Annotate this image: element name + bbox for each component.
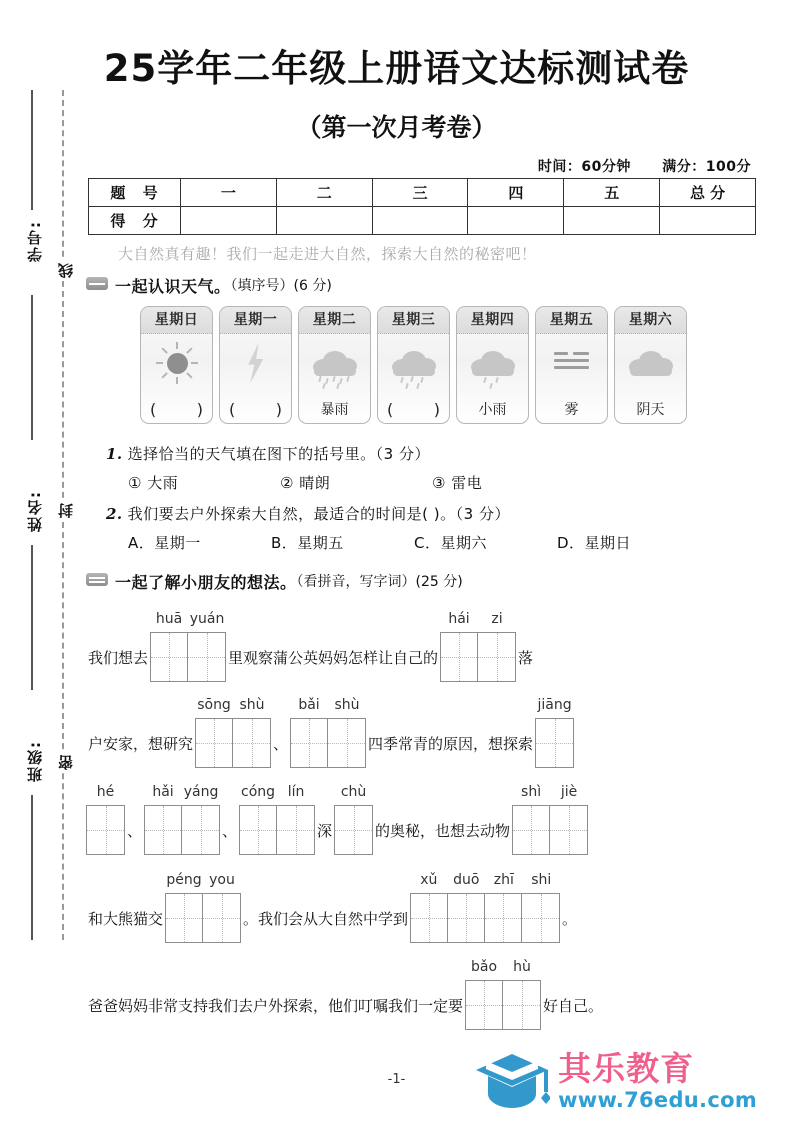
weather-answer-0[interactable]: ( ) xyxy=(150,400,203,419)
writing-grid-peng-you[interactable] xyxy=(165,872,241,943)
pinyin-line-1-text-0: 我们想去 xyxy=(88,648,149,667)
pinyin-line-1-text-1: 里观察蒲公英妈妈怎样让自己的 xyxy=(228,648,439,667)
option-1-3[interactable]: ③ 雷电 xyxy=(432,474,483,492)
pinyin-line-4-text-0: 和大熊猫交 xyxy=(88,909,164,928)
score-col-total: 总 分 xyxy=(660,179,756,207)
weather-card-saturday xyxy=(614,306,687,424)
writing-grid-shi-jie[interactable] xyxy=(512,784,588,855)
score-col-3: 三 xyxy=(372,179,468,207)
seal-field-xingming: 姓名: xyxy=(26,490,44,532)
exam-meta xyxy=(512,156,751,176)
page-subtitle: （第一次月考卷） xyxy=(296,113,497,142)
pinyin-line-3 xyxy=(86,784,588,855)
section-marker-one-icon xyxy=(86,277,108,290)
section-2-title: 一起了解小朋友的想法。 xyxy=(115,573,297,592)
weather-card-row xyxy=(140,306,687,424)
fog-icon xyxy=(536,334,607,392)
pinyin-line-2-text-2: 四季常青的原因，想探索 xyxy=(368,734,534,753)
section-1-subtitle: （填序号）(6 分) xyxy=(230,278,332,294)
seal-field-banji: 班级: xyxy=(26,740,44,782)
question-2-number: 2. xyxy=(106,505,123,523)
sun-icon xyxy=(141,334,212,392)
seal-rule-3 xyxy=(31,545,33,690)
table-row-headers xyxy=(89,179,756,207)
pinyin-hint-chu: chù xyxy=(340,784,367,800)
weather-label-2: 暴雨 xyxy=(320,402,349,418)
score-col-5: 五 xyxy=(564,179,660,207)
seal-char-xian: 线 xyxy=(55,260,76,281)
score-cell-5[interactable] xyxy=(564,207,660,235)
weather-label-5: 雾 xyxy=(564,402,579,418)
option-2-A[interactable]: A．星期一 xyxy=(128,534,201,552)
option-2-D[interactable]: D．星期日 xyxy=(557,534,632,552)
lightning-icon xyxy=(220,334,291,392)
writing-grid-hai-yang[interactable] xyxy=(144,784,220,855)
seal-field-xuehao: 学号: xyxy=(26,220,44,262)
score-col-1: 一 xyxy=(181,179,277,207)
weather-day-4: 星期四 xyxy=(457,307,528,334)
section-1-title: 一起认识天气。 xyxy=(115,277,231,296)
option-2-C[interactable]: C．星期六 xyxy=(414,534,487,552)
pinyin-hint-shi-jie: shì jiè xyxy=(521,784,578,800)
pinyin-hint-he: hé xyxy=(96,784,115,800)
section-heading-2 xyxy=(86,570,463,593)
weather-card-friday xyxy=(535,306,608,424)
question-1-number: 1. xyxy=(106,445,123,463)
score-col-4: 四 xyxy=(468,179,564,207)
pinyin-hint-jiang: jiāng xyxy=(537,697,572,713)
weather-card-sunday[interactable] xyxy=(140,306,213,424)
writing-grid-cong-lin[interactable] xyxy=(239,784,315,855)
brand-text xyxy=(558,1048,757,1112)
question-1 xyxy=(106,443,430,464)
question-1-options xyxy=(128,472,482,493)
pinyin-line-2 xyxy=(86,697,574,768)
question-2 xyxy=(106,503,510,524)
writing-grid-song-shu[interactable] xyxy=(195,697,271,768)
pinyin-line-2-text-0: 户安家，想研究 xyxy=(88,734,194,753)
pinyin-line-4-text-2: 。 xyxy=(562,909,578,928)
score-table-label-defen: 得 分 xyxy=(89,207,181,235)
writing-grid-chu[interactable] xyxy=(334,784,373,855)
option-1-1[interactable]: ① 大雨 xyxy=(128,474,179,492)
pinyin-hint-hai-zi: hái zi xyxy=(448,611,503,627)
score-cell-3[interactable] xyxy=(372,207,468,235)
score-cell-1[interactable] xyxy=(181,207,277,235)
writing-grid-hai-zi[interactable] xyxy=(440,611,516,682)
table-row-scores xyxy=(89,207,756,235)
page-number: -1- xyxy=(387,1072,406,1087)
weather-label-4: 小雨 xyxy=(478,402,507,418)
writing-grid-hua-yuan[interactable] xyxy=(150,611,226,682)
seal-sidebar xyxy=(0,90,95,940)
option-1-2[interactable]: ② 晴朗 xyxy=(280,474,331,492)
question-1-text: 选择恰当的天气填在图下的括号里。（3 分） xyxy=(127,445,430,463)
time-label: 时间：60分钟 xyxy=(537,159,631,175)
weather-day-5: 星期五 xyxy=(536,307,607,334)
pinyin-line-3-text-2: 深 xyxy=(317,821,333,840)
intro-text: 大自然真有趣！我们一起走进大自然，探索大自然的秘密吧！ xyxy=(118,245,537,263)
writing-grid-bao-hu[interactable] xyxy=(465,959,541,1030)
pinyin-hint-bai-shu: bǎi shù xyxy=(298,697,360,713)
page-title: 25学年二年级上册语文达标测试卷 xyxy=(103,47,690,90)
total-score-label: 满分：100分 xyxy=(662,159,751,175)
seal-rule-4 xyxy=(31,795,33,940)
score-cell-total[interactable] xyxy=(660,207,756,235)
writing-grid-he[interactable] xyxy=(86,784,125,855)
section-marker-two-icon xyxy=(86,573,108,586)
heavy-rain-icon xyxy=(299,334,370,392)
brand-name: 其乐教育 xyxy=(558,1048,695,1088)
score-col-2: 二 xyxy=(276,179,372,207)
weather-label-6: 阴天 xyxy=(636,402,665,418)
brand-logo xyxy=(474,1050,757,1112)
score-cell-2[interactable] xyxy=(276,207,372,235)
weather-day-0: 星期日 xyxy=(141,307,212,334)
pinyin-hint-peng-you: péng you xyxy=(166,872,235,888)
weather-day-3: 星期三 xyxy=(378,307,449,334)
writing-grid-xu-duo-zhi-shi[interactable] xyxy=(410,872,560,943)
weather-day-6: 星期六 xyxy=(615,307,686,334)
rain-icon xyxy=(378,334,449,392)
pinyin-hint-song-shu: sōng shù xyxy=(197,697,265,713)
pinyin-line-5 xyxy=(86,959,605,1030)
option-2-B[interactable]: B．星期五 xyxy=(271,534,344,552)
pinyin-line-1-text-2: 落 xyxy=(518,648,534,667)
seal-char-mi: 密 xyxy=(55,752,76,773)
weather-answer-3[interactable]: ( ) xyxy=(387,400,440,419)
pinyin-line-1 xyxy=(86,611,535,682)
pinyin-line-4 xyxy=(86,872,579,943)
pinyin-line-2-text-1: 、 xyxy=(273,734,289,753)
pinyin-hint-xu-duo-zhi-shi: xǔ duō zhī shi xyxy=(420,872,552,888)
pinyin-hint-hai-yang: hǎi yáng xyxy=(152,784,219,800)
question-2-text: 我们要去户外探索大自然，最适合的时间是( )。（3 分） xyxy=(127,505,510,523)
weather-answer-1[interactable]: ( ) xyxy=(229,400,282,419)
cloudy-icon xyxy=(615,334,686,392)
brand-website: www.76edu.com xyxy=(558,1087,757,1112)
pinyin-hint-cong-lin: cóng lín xyxy=(241,784,305,800)
section-2-subtitle: （看拼音，写字词）(25 分) xyxy=(296,574,463,590)
weather-card-thursday xyxy=(456,306,529,424)
pinyin-line-3-text-3: 的奥秘，也想去动物 xyxy=(375,821,511,840)
weather-day-1: 星期一 xyxy=(220,307,291,334)
pinyin-line-3-text-0: 、 xyxy=(127,821,143,840)
pinyin-line-4-text-1: 。我们会从大自然中学到 xyxy=(243,909,409,928)
weather-card-wednesday[interactable] xyxy=(377,306,450,424)
seal-char-feng: 封 xyxy=(55,500,76,521)
weather-card-monday[interactable] xyxy=(219,306,292,424)
writing-grid-jiang[interactable] xyxy=(535,697,574,768)
weather-day-2: 星期二 xyxy=(299,307,370,334)
score-table xyxy=(88,178,756,235)
section-heading-1 xyxy=(86,274,332,297)
pinyin-line-5-text-0: 爸爸妈妈非常支持我们去户外探索，他们叮嘱我们一定要 xyxy=(88,996,464,1015)
pinyin-hint-hua-yuan: huā yuán xyxy=(155,611,225,627)
graduation-cap-icon xyxy=(474,1050,550,1112)
pinyin-line-3-text-1: 、 xyxy=(222,821,238,840)
question-2-options xyxy=(128,532,631,553)
pinyin-hint-bao-hu: bǎo hù xyxy=(471,959,531,975)
pinyin-line-5-text-1: 好自己。 xyxy=(543,996,604,1015)
weather-card-tuesday xyxy=(298,306,371,424)
light-rain-icon xyxy=(457,334,528,392)
score-cell-4[interactable] xyxy=(468,207,564,235)
seal-rule-2 xyxy=(31,295,33,440)
score-table-label-tihao: 题 号 xyxy=(89,179,181,207)
writing-grid-bai-shu[interactable] xyxy=(290,697,366,768)
